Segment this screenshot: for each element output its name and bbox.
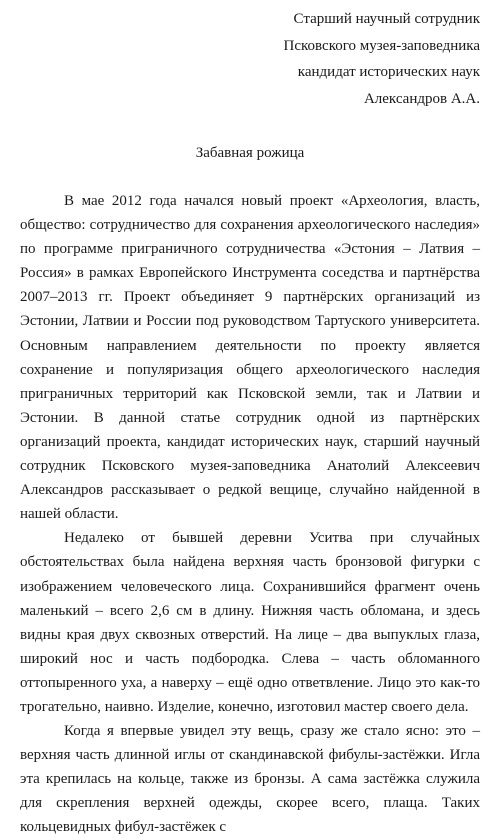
paragraph-3: Когда я впервые увидел эту вещь, сразу же стало ясно: это – верхняя часть длинной иглы от скандинавской фибулы-застёжки. Игла эта крепилась на кольце, также из бронзы. А сама застёжка служила для скрепления верхней одежды, скорее всего, плаща. Таких кольцевидных фибул-застёжек с bbox=[20, 723, 480, 836]
author-name: Александров А.А. bbox=[363, 90, 480, 107]
article-title: Забавная рожица bbox=[195, 145, 305, 161]
paragraph-1: В мае 2012 года начался новый проект «Археология, власть, общество: сотрудничество для сохранения археологического наследия» по программе приграничного сотрудничества «Эстония – Латвия – Россия» в рамках Европейского Инструмента соседства и партнёрства 2007–2013 гг. Проект объединяет 9 партнёрских организаций из Эстонии, Латвии и России под руководством Тартуского университета. Основным направлением деятельности по проекту является сохранение и популяризация общего археологического наследия приграничных территорий как Псковской земли, так и Латвии и Эстонии. В данной статье сотрудник одной из партнёрских организаций проекта, кандидат исторических наук, старший научный сотрудник Псковского музея-заповедника Анатолий Алексеевич Александров рассказывает о редкой вещице, случайно найденной в нашей области. bbox=[20, 193, 480, 523]
author-degree: кандидат исторических наук bbox=[297, 64, 480, 80]
author-position: Старший научный сотрудник bbox=[293, 11, 480, 27]
paragraph-2: Недалеко от бывшей деревни Уситва при случайных обстоятельствах была найдена верхняя часть бронзовой фигурки с изображением человеческого лица. Сохранившийся фрагмент очень маленький – всего 2,6 см в длину. Нижняя часть обломана, и здесь видны края двух сквозных отверстий. На лице – два выпуклых глаза, широкий нос и часть подбородка. Слева – часть обломанного оттопыренного уха, а наверху – ещё одно ответвление. Лицо это как-то трогательно, наивно. Изделие, конечно, изготовил мастер своего дела. bbox=[20, 530, 480, 715]
author-block bbox=[20, 6, 480, 112]
author-organization: Псковского музея-заповедника bbox=[283, 37, 480, 54]
